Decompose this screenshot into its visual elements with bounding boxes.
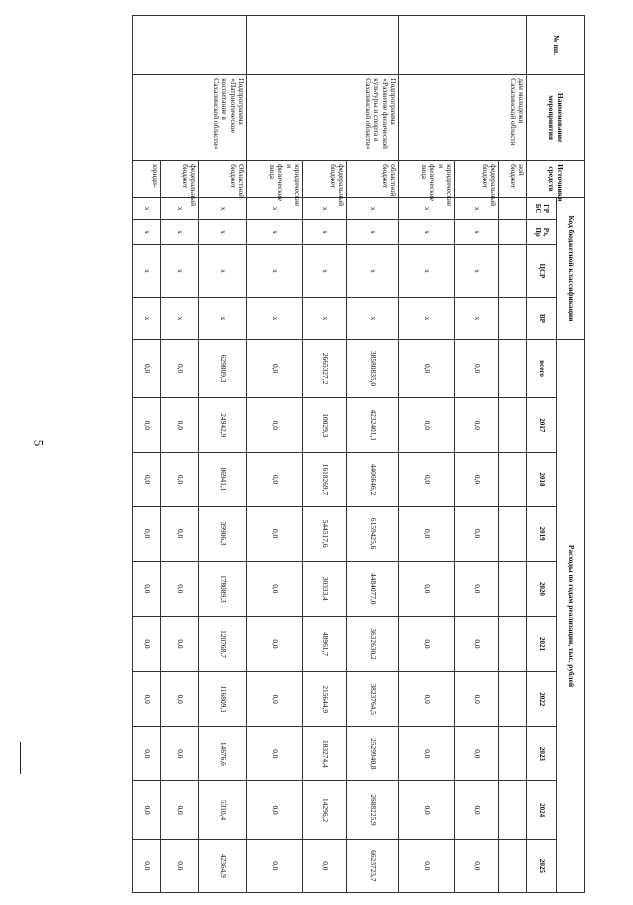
amount-cell: 0,0: [399, 672, 455, 727]
code-cell: x: [161, 244, 199, 297]
amount-cell: 2665327,2: [303, 339, 347, 397]
amount-cell: [499, 339, 527, 397]
code-cell: x: [133, 298, 161, 340]
code-cell: x: [161, 220, 199, 245]
code-cell: x: [455, 298, 499, 340]
code-cell: x: [199, 197, 247, 219]
amount-cell: 1618269,7: [303, 453, 347, 506]
amount-cell: 116809,1: [199, 672, 247, 727]
amount-cell: 6623723,7: [347, 839, 399, 892]
amount-cell: 0,0: [399, 561, 455, 616]
header-code-csr: ЦСР: [527, 244, 557, 297]
header-year-2025: 2025: [527, 839, 557, 892]
amount-cell: 0,0: [247, 506, 303, 561]
row-number-cell: [399, 16, 527, 75]
amount-cell: 0,0: [455, 561, 499, 616]
row-number-cell: [133, 16, 247, 75]
code-cell: x: [399, 244, 455, 297]
amount-cell: 0,0: [133, 781, 161, 839]
source-cell: ной бюджет: [499, 161, 527, 198]
amount-cell: 0,0: [399, 398, 455, 453]
code-cell: x: [247, 220, 303, 245]
amount-cell: 38580835,0: [347, 339, 399, 397]
amount-cell: 0,0: [133, 339, 161, 397]
amount-cell: 0,0: [247, 672, 303, 727]
code-cell: x: [247, 244, 303, 297]
amount-cell: 30333,4: [303, 561, 347, 616]
amount-cell: 0,0: [161, 616, 199, 671]
row-number-cell: [247, 16, 399, 75]
amount-cell: 0,0: [133, 398, 161, 453]
header-code-grbs: ГР БС: [527, 197, 557, 219]
code-cell: x: [347, 197, 399, 219]
amount-cell: 0,0: [399, 839, 455, 892]
header-year-2019: 2019: [527, 506, 557, 561]
code-cell: x: [399, 197, 455, 219]
code-cell: [499, 244, 527, 297]
amount-cell: 0,0: [161, 781, 199, 839]
code-cell: x: [399, 220, 455, 245]
source-cell: Областной бюджет: [199, 161, 247, 198]
amount-cell: 0,0: [133, 672, 161, 727]
header-year-2020: 2020: [527, 561, 557, 616]
amount-cell: [499, 672, 527, 727]
table-row: [499, 16, 527, 893]
code-cell: x: [455, 220, 499, 245]
measure-name-cell: дам молодежи Сахалинской области: [399, 75, 527, 161]
header-year-2024: 2024: [527, 781, 557, 839]
amount-cell: 0,0: [455, 672, 499, 727]
amount-cell: 3632630,2: [347, 616, 399, 671]
amount-cell: 215644,9: [303, 672, 347, 727]
amount-cell: 0,0: [161, 453, 199, 506]
amount-cell: 0,0: [247, 616, 303, 671]
source-cell: федеральный бюджет: [303, 161, 347, 198]
amount-cell: 0,0: [161, 339, 199, 397]
amount-cell: 0,0: [399, 453, 455, 506]
code-cell: x: [199, 220, 247, 245]
code-cell: x: [161, 298, 199, 340]
amount-cell: 0,0: [399, 781, 455, 839]
source-cell: областной бюджет: [347, 161, 399, 198]
amount-cell: 0,0: [247, 839, 303, 892]
header-year-2017: 2017: [527, 398, 557, 453]
amount-cell: 0,0: [399, 727, 455, 781]
amount-cell: 0,0: [399, 616, 455, 671]
amount-cell: 0,0: [455, 339, 499, 397]
source-cell: федеральный бюджет: [455, 161, 499, 198]
header-year-2018: 2018: [527, 453, 557, 506]
amount-cell: 0,0: [455, 453, 499, 506]
rotated-table-container: [80, 15, 585, 893]
code-cell: [499, 220, 527, 245]
amount-cell: 0,0: [455, 398, 499, 453]
amount-cell: 0,0: [247, 727, 303, 781]
budget-table: [132, 15, 585, 893]
amount-cell: [499, 506, 527, 561]
amount-cell: 0,0: [161, 506, 199, 561]
code-cell: x: [247, 197, 303, 219]
amount-cell: 120768,7: [199, 616, 247, 671]
code-cell: x: [455, 244, 499, 297]
amount-cell: 14296,2: [303, 781, 347, 839]
amount-cell: 629809,3: [199, 339, 247, 397]
code-cell: x: [303, 197, 347, 219]
source-cell: юридические и физические лица: [247, 161, 303, 198]
measure-name-cell: Подпрограмма «Патриотическое воспитание в Сахалинской области»: [133, 75, 247, 161]
amount-cell: 0,0: [247, 453, 303, 506]
code-cell: x: [199, 298, 247, 340]
code-cell: x: [347, 220, 399, 245]
amount-cell: 0,0: [133, 561, 161, 616]
header-expenses-group: Расходы по годам реализации, тыс. рублей: [557, 339, 585, 892]
amount-cell: 0,0: [455, 506, 499, 561]
amount-cell: 5310,4: [199, 781, 247, 839]
amount-cell: 4406646,2: [347, 453, 399, 506]
code-cell: [499, 197, 527, 219]
amount-cell: 6159425,6: [347, 506, 399, 561]
measure-name-cell: Подпрограмма «Развитие физической культуры и спорта в Сахалинской области»: [247, 75, 399, 161]
amount-cell: 0,0: [303, 839, 347, 892]
amount-cell: 42364,9: [199, 839, 247, 892]
amount-cell: [499, 616, 527, 671]
code-cell: x: [455, 197, 499, 219]
margin-mark: [20, 742, 21, 774]
amount-cell: 48961,7: [303, 616, 347, 671]
code-cell: x: [303, 298, 347, 340]
header-year-2023: 2023: [527, 727, 557, 781]
amount-cell: 0,0: [399, 506, 455, 561]
code-cell: x: [303, 244, 347, 297]
amount-cell: 0,0: [455, 616, 499, 671]
amount-cell: 544517,6: [303, 506, 347, 561]
amount-cell: 10029,3: [303, 398, 347, 453]
amount-cell: 14676,6: [199, 727, 247, 781]
amount-cell: 0,0: [133, 506, 161, 561]
amount-cell: 178089,3: [199, 561, 247, 616]
code-cell: x: [347, 298, 399, 340]
table-row: [347, 16, 399, 893]
amount-cell: 0,0: [399, 339, 455, 397]
amount-cell: 0,0: [455, 781, 499, 839]
code-cell: x: [133, 220, 161, 245]
code-cell: x: [133, 244, 161, 297]
amount-cell: 0,0: [247, 561, 303, 616]
code-cell: x: [247, 298, 303, 340]
amount-cell: 86941,1: [199, 453, 247, 506]
amount-cell: 0,0: [133, 616, 161, 671]
amount-cell: 0,0: [455, 727, 499, 781]
amount-cell: [499, 839, 527, 892]
amount-cell: 24942,9: [199, 398, 247, 453]
header-no: № пп.: [527, 16, 585, 75]
header-code-vr: ВР: [527, 298, 557, 340]
amount-cell: 2529940,8: [347, 727, 399, 781]
code-cell: x: [161, 197, 199, 219]
amount-cell: 0,0: [133, 839, 161, 892]
header-code-rzpr: Рз, Пр: [527, 220, 557, 245]
amount-cell: 0,0: [161, 398, 199, 453]
code-cell: x: [399, 298, 455, 340]
amount-cell: 0,0: [161, 839, 199, 892]
amount-cell: 0,0: [161, 727, 199, 781]
amount-cell: 0,0: [247, 781, 303, 839]
amount-cell: 0,0: [133, 727, 161, 781]
code-cell: x: [347, 244, 399, 297]
amount-cell: [499, 398, 527, 453]
header-year-total: всего: [527, 339, 557, 397]
amount-cell: 2688225,9: [347, 781, 399, 839]
code-cell: x: [199, 244, 247, 297]
table-body: [133, 16, 527, 893]
amount-cell: 3823764,5: [347, 672, 399, 727]
page-number: 5: [31, 439, 47, 447]
code-cell: x: [133, 197, 161, 219]
amount-cell: 0,0: [455, 839, 499, 892]
amount-cell: [499, 781, 527, 839]
amount-cell: 0,0: [133, 453, 161, 506]
amount-cell: 4484077,0: [347, 561, 399, 616]
amount-cell: 0,0: [161, 561, 199, 616]
header-name: Наименование мероприятия: [527, 75, 585, 161]
amount-cell: 39906,3: [199, 506, 247, 561]
amount-cell: [499, 727, 527, 781]
header-code-group: Код бюджетной классификации: [557, 197, 585, 339]
amount-cell: 183274,4: [303, 727, 347, 781]
amount-cell: [499, 453, 527, 506]
header-year-2022: 2022: [527, 672, 557, 727]
header-source: Источники средств: [527, 161, 585, 198]
source-cell: юридические и физические лица: [399, 161, 455, 198]
amount-cell: [499, 561, 527, 616]
header-year-2021: 2021: [527, 616, 557, 671]
amount-cell: 0,0: [247, 339, 303, 397]
amount-cell: 4232401,1: [347, 398, 399, 453]
code-cell: x: [303, 220, 347, 245]
table-row: [199, 16, 247, 893]
code-cell: [499, 298, 527, 340]
amount-cell: 0,0: [161, 672, 199, 727]
source-cell: федеральный бюджет: [161, 161, 199, 198]
source-cell: юриди-: [133, 161, 161, 198]
amount-cell: 0,0: [247, 398, 303, 453]
